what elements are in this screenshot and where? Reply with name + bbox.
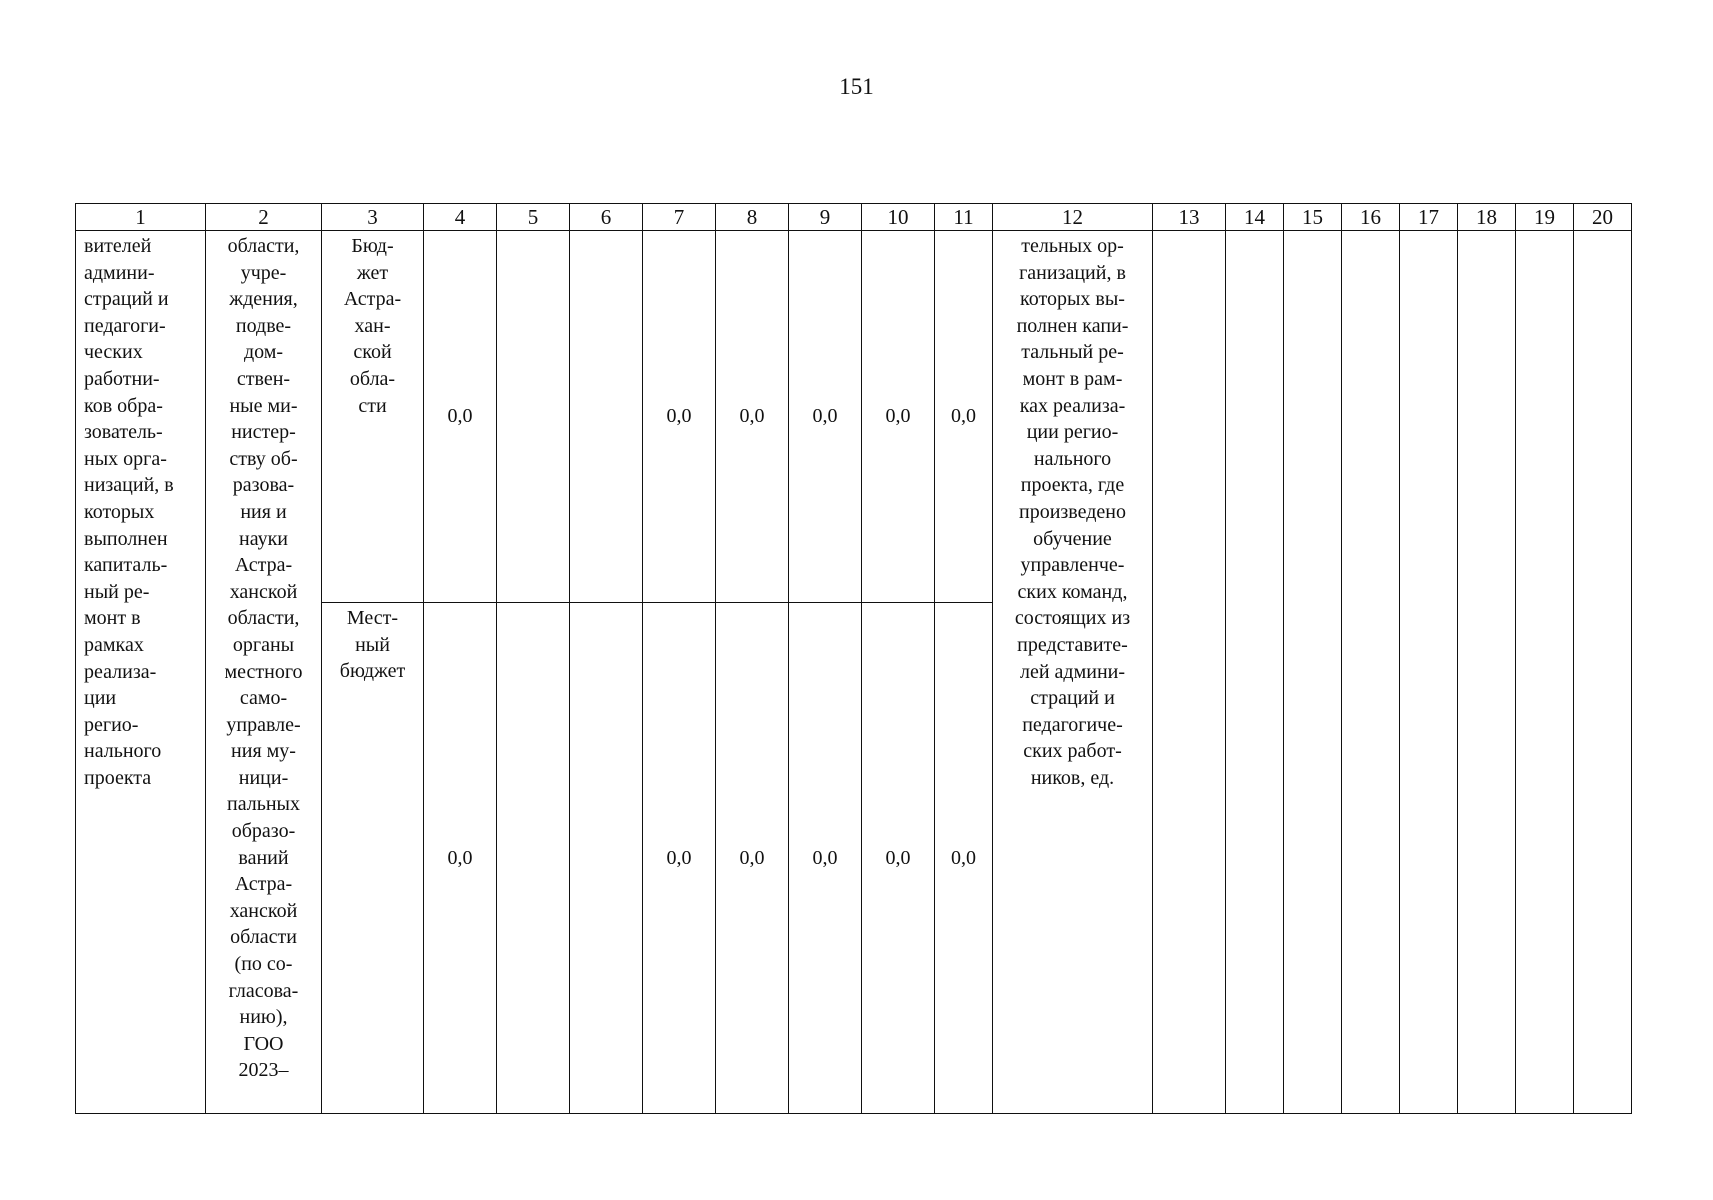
empty-cell [1226, 231, 1284, 1114]
header-col-4: 4 [424, 204, 497, 231]
funding-source-label: Мест- ный бюджет [339, 607, 406, 683]
value-cell: 0,0 [935, 603, 993, 1114]
empty-cell [1153, 231, 1226, 1114]
responsible-cell [206, 231, 322, 1114]
funding-source-cell [322, 231, 424, 603]
header-col-17: 17 [1400, 204, 1458, 231]
header-col-1: 1 [76, 204, 206, 231]
header-col-7: 7 [643, 204, 716, 231]
value-cell: 0,0 [643, 231, 716, 603]
header-col-10: 10 [862, 204, 935, 231]
header-col-15: 15 [1284, 204, 1342, 231]
header-col-9: 9 [789, 204, 862, 231]
header-col-20: 20 [1574, 204, 1632, 231]
funding-source-label: Бюд- жет Астра- хан- ской обла- сти [343, 235, 402, 417]
header-col-12: 12 [993, 204, 1153, 231]
value-cell: 0,0 [716, 231, 789, 603]
header-col-2: 2 [206, 204, 322, 231]
empty-cell [1574, 231, 1632, 1114]
empty-cell [1342, 231, 1400, 1114]
value-cell [570, 603, 643, 1114]
value-cell: 0,0 [862, 231, 935, 603]
value-cell: 0,0 [643, 603, 716, 1114]
header-row [76, 204, 1632, 231]
value-cell: 0,0 [862, 603, 935, 1114]
value-cell [497, 603, 570, 1114]
empty-cell [1458, 231, 1516, 1114]
header-col-11: 11 [935, 204, 993, 231]
funding-source-cell [322, 603, 424, 1114]
value-cell: 0,0 [424, 231, 497, 603]
indicator-description-text: тельных ор- ганизаций, в которых вы- полнен капи- тальный ре- монт в рам- ках реализа- ции регио- нального проекта, где произведено обучение управленче- ских команд, состоящих из представите- лей админи- страций и педагогиче- ских работ- ников, ед. [1014, 235, 1131, 789]
header-col-6: 6 [570, 204, 643, 231]
empty-cell [1400, 231, 1458, 1114]
value-cell: 0,0 [424, 603, 497, 1114]
header-col-5: 5 [497, 204, 570, 231]
header-col-3: 3 [322, 204, 424, 231]
empty-cell [1516, 231, 1574, 1114]
value-cell [497, 231, 570, 603]
header-col-18: 18 [1458, 204, 1516, 231]
header-col-8: 8 [716, 204, 789, 231]
value-cell: 0,0 [789, 231, 862, 603]
table-row [76, 231, 1632, 603]
indicator-name-text: вителей админи- страций и педагоги- ческих работни- ков обра- зователь- ных орга- низаций, в которых выполнен капиталь- ный ре- монт в рамках реализа- ции регио- нального проекта [84, 235, 174, 789]
empty-cell [1284, 231, 1342, 1114]
header-col-19: 19 [1516, 204, 1574, 231]
value-cell: 0,0 [935, 231, 993, 603]
header-col-14: 14 [1226, 204, 1284, 231]
value-cell: 0,0 [789, 603, 862, 1114]
value-cell [570, 231, 643, 603]
responsible-text: области, учре- ждения, подве- дом- ствен- ные ми- нистер- ству об- разова- ния и науки Астра- ханской области, органы местного само- управле- ния му- ници- пальных образо- ваний Астра- ханской области (по со- гласова- нию), ГОО 2023– [224, 235, 303, 1082]
indicator-description-cell [993, 231, 1153, 1114]
header-col-16: 16 [1342, 204, 1400, 231]
budget-table [75, 203, 1632, 1114]
indicator-name-cell [76, 231, 206, 1114]
value-cell: 0,0 [716, 603, 789, 1114]
page-number: 151 [839, 74, 874, 99]
header-col-13: 13 [1153, 204, 1226, 231]
